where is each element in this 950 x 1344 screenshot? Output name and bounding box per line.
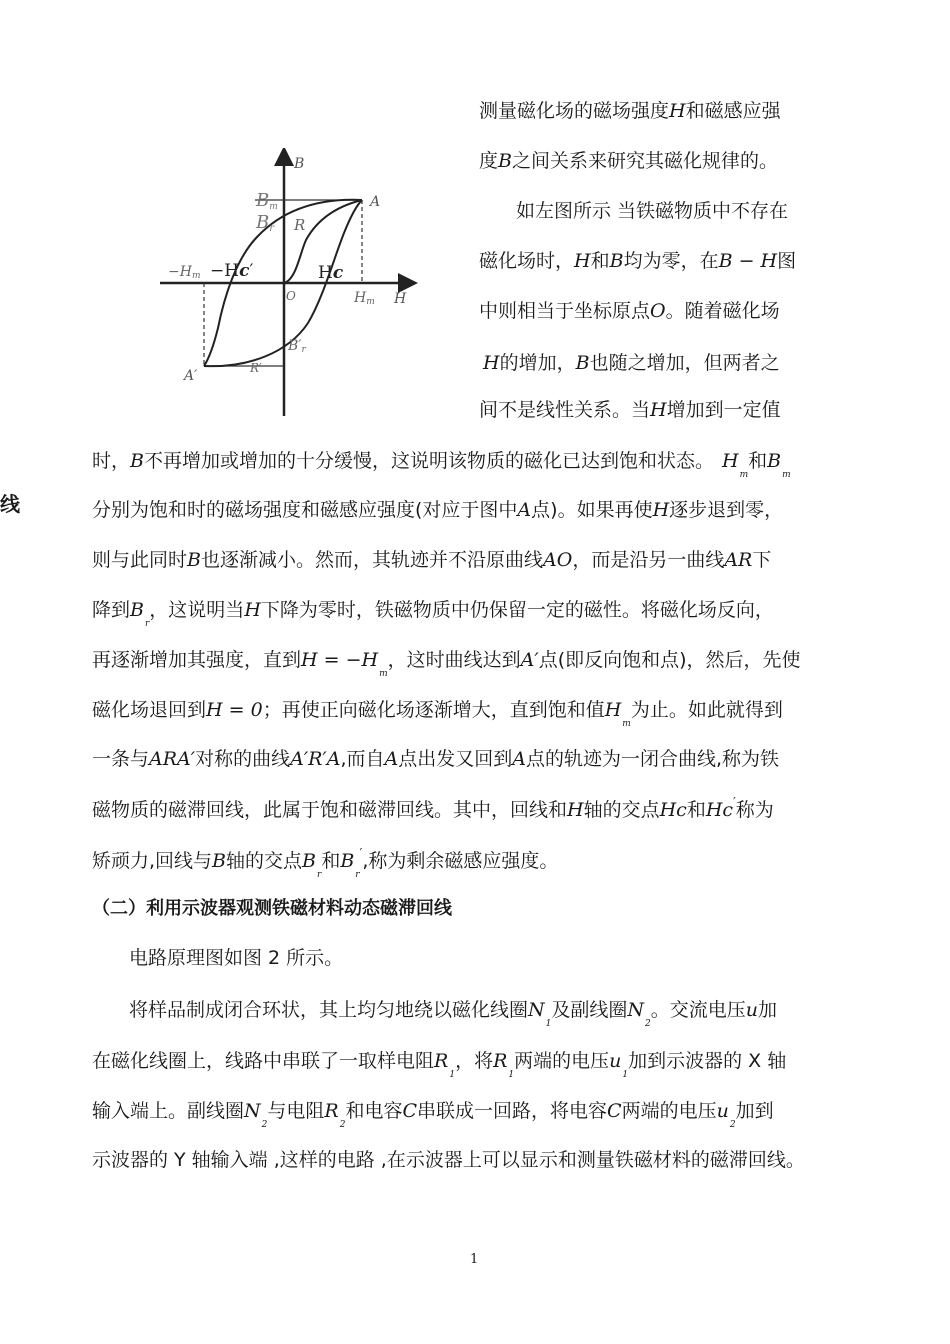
svg-text:Hc: Hc: [318, 263, 344, 283]
text-line-2: 度B之间关系来研究其磁化规律的。: [479, 150, 778, 172]
label-a-prime: A′: [184, 368, 198, 384]
svg-text:Bm: Bm: [256, 190, 278, 212]
label-neg-hm: −H: [168, 264, 192, 280]
text-line-5: 中则相当于坐标原点O。随着磁化场: [479, 300, 780, 322]
margin-binding-mark: 线: [0, 492, 20, 516]
text-line-19: 在磁化线圈上，线路中串联了一取样电阻$R_1$，将$R_1$两端的电压$u_1$加到示波器的 X 轴: [92, 1050, 787, 1080]
label-br: B: [256, 212, 270, 233]
text-line-8: 时，B不再增加或增加的十分缓慢，这说明该物质的磁化已达到饱和状态。 $H_m$和$B_m$: [92, 450, 791, 480]
text-line-13: 磁化场退回到H = 0；再使正向磁化场逐渐增大，直到饱和值$H_m$为止。如此就得到: [92, 699, 783, 729]
text-line-1: 测量磁化场的磁场强度H和磁感应强: [479, 100, 781, 122]
text-line-17: 电路原理图如图 2 所示。: [129, 947, 344, 969]
hysteresis-loop-figure: [158, 148, 428, 428]
label-r: R: [294, 216, 306, 234]
text-line-12: 再逐渐增加其强度，直到$H = -H_m$，这时曲线达到A′点(即反向饱和点)，然后，先使: [92, 649, 801, 679]
text-line-11: 降到$B_r$，这说明当H下降为零时，铁磁物质中仍保留一定的磁性。将磁化场反向，: [92, 599, 774, 629]
text-line-14: 一条与ARA′对称的曲线A′R′A,而自A点出发又回到A点的轨迹为一闭合曲线,称为铁: [92, 748, 780, 770]
label-hm: H: [354, 290, 367, 306]
label-hc: H: [318, 263, 333, 283]
text-line-10: 则与此同时B也逐渐减小。然而，其轨迹并不沿原曲线AO，而是沿另一曲线AR下: [92, 549, 772, 571]
text-line-3: 如左图所示 当铁磁物质中不存在: [516, 200, 789, 222]
text-line-20: 输入端上。副线圈$N_2$与电阻$R_2$和电容C串联成一回路，将电容C两端的电压$u_2$加到: [92, 1100, 774, 1130]
text-line-6: H的增加，B也随之增加，但两者之: [483, 352, 780, 374]
svg-text:B′r: B′r: [288, 338, 306, 355]
label-br-prime: B′: [288, 338, 302, 354]
svg-text:Hm: Hm: [354, 290, 375, 307]
label-origin: O: [286, 289, 296, 303]
text-line-9: 分别为饱和时的磁场强度和磁感应强度(对应于图中A点)。如果再使H逐步退到零，: [92, 499, 784, 521]
text-line-18: 将样品制成闭合环状，其上均匀地绕以磁化线圈$N_1$及副线圈$N_2$。交流电压u加: [129, 999, 778, 1029]
svg-text:−Hm: −Hm: [168, 264, 201, 281]
text-line-4: 磁化场时，H和B均为零，在B − H图: [479, 250, 797, 272]
text-line-21: 示波器的 Y 轴输入端 ,这样的电路 ,在示波器上可以显示和测量铁磁材料的磁滞回线。: [92, 1149, 805, 1171]
label-axis-h: H: [394, 291, 407, 307]
label-bm: B: [256, 190, 270, 211]
text-line-7: 间不是线性关系。当H增加到一定值: [479, 399, 781, 421]
page-number: 1: [470, 1252, 479, 1267]
section-heading: （二）利用示波器观测铁磁材料动态磁滞回线: [92, 898, 452, 919]
svg-text:−Hc′: −Hc′: [210, 261, 254, 281]
label-neg-hc: −H: [210, 261, 240, 281]
label-a: A: [370, 194, 381, 210]
label-r-prime: R′: [250, 361, 262, 375]
svg-text:Br: Br: [256, 212, 275, 234]
label-axis-b: B: [294, 156, 305, 172]
text-line-15: 磁物质的磁滞回线，此属于饱和磁滞回线。其中，回线和H轴的交点Hc和Hc′称为: [92, 795, 774, 821]
text-line-16: 矫顽力,回线与B轴的交点$B_r$和$B_r'$,称为剩余磁感应强度。: [92, 846, 559, 880]
